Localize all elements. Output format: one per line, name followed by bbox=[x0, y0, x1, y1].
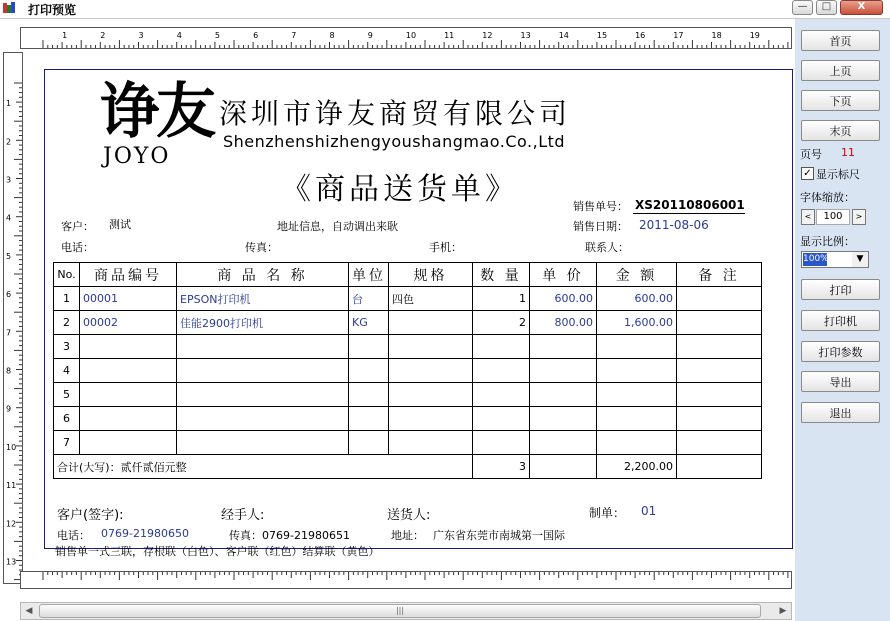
cell-code bbox=[80, 335, 177, 359]
show-ruler-label: 显示标尺 bbox=[816, 168, 860, 181]
sales-date-value: 2011-08-06 bbox=[639, 218, 709, 232]
header-price: 单 价 bbox=[530, 263, 597, 287]
cell-unit: KG bbox=[349, 311, 389, 335]
table-row bbox=[54, 287, 762, 311]
horizontal-scrollbar[interactable] bbox=[20, 602, 792, 620]
cell-amount bbox=[597, 359, 677, 383]
cell-unit bbox=[349, 407, 389, 431]
title-bar bbox=[0, 0, 890, 19]
cell-name bbox=[177, 407, 349, 431]
printer-button[interactable]: 打印机 bbox=[801, 310, 880, 331]
logo-text: JOYO bbox=[103, 144, 171, 169]
ruler-left-label: 10 bbox=[6, 442, 17, 452]
exit-button[interactable]: 退出 bbox=[801, 402, 880, 423]
fax-label: 传真： bbox=[245, 241, 278, 254]
scroll-thumb[interactable]: ||| bbox=[39, 604, 761, 618]
ruler-top-label: 12 bbox=[482, 31, 493, 40]
cell-no: 4 bbox=[54, 359, 80, 383]
print-params-button[interactable]: 打印参数 bbox=[801, 341, 880, 362]
cell-spec bbox=[389, 311, 473, 335]
close-button[interactable]: X bbox=[840, 0, 883, 15]
ruler-top-label: 5 bbox=[214, 31, 220, 40]
phone-label: 电话： bbox=[61, 241, 94, 254]
table-row bbox=[54, 431, 762, 455]
cell-note bbox=[677, 431, 762, 455]
minimize-button[interactable]: — bbox=[792, 0, 813, 15]
ruler-left-label: 5 bbox=[6, 251, 12, 261]
maximize-button[interactable]: □ bbox=[816, 0, 837, 15]
cell-code bbox=[80, 431, 177, 455]
customer-value: 测试 bbox=[109, 218, 131, 231]
cell-code: 00001 bbox=[80, 287, 177, 311]
header-unit: 单位 bbox=[349, 263, 389, 287]
display-scale-value: 100% bbox=[803, 254, 829, 264]
header-spec: 规格 bbox=[389, 263, 473, 287]
cell-qty bbox=[473, 383, 530, 407]
ruler-left-label: 6 bbox=[6, 290, 12, 300]
ruler-top bbox=[20, 27, 792, 49]
ruler-top-label: 14 bbox=[558, 31, 569, 40]
scroll-left-arrow[interactable]: ◀ bbox=[25, 606, 33, 616]
table-row bbox=[54, 359, 762, 383]
ruler-top-label: 16 bbox=[635, 31, 646, 40]
sales-no-label: 销售单号： bbox=[573, 200, 628, 213]
customer-sign-label: 客户(签字): bbox=[57, 508, 124, 523]
cell-code bbox=[80, 383, 177, 407]
last-page-button[interactable]: 末页 bbox=[801, 120, 880, 141]
prev-page-button[interactable]: 上页 bbox=[801, 60, 880, 81]
cell-amount: 1,600.00 bbox=[597, 311, 677, 335]
ruler-bottom bbox=[20, 571, 792, 589]
cell-spec: 四色 bbox=[389, 287, 473, 311]
cell-unit bbox=[349, 431, 389, 455]
table-total-row bbox=[54, 455, 762, 479]
ruler-left bbox=[3, 52, 23, 584]
ruler-left-label: 9 bbox=[6, 404, 12, 414]
cell-no: 2 bbox=[54, 311, 80, 335]
font-scale-decrease[interactable]: < bbox=[801, 209, 815, 225]
cell-price bbox=[530, 431, 597, 455]
cell-name: 佳能2900打印机 bbox=[177, 311, 349, 335]
table-row bbox=[54, 311, 762, 335]
app-icon bbox=[2, 1, 16, 15]
cell-qty bbox=[473, 335, 530, 359]
cell-price bbox=[530, 335, 597, 359]
cell-spec bbox=[389, 383, 473, 407]
maker-value: 01 bbox=[641, 504, 657, 518]
sales-date-label: 销售日期： bbox=[573, 220, 628, 233]
cell-code bbox=[80, 359, 177, 383]
chevron-down-icon[interactable]: ▼ bbox=[852, 252, 868, 267]
ruler-top-label: 11 bbox=[444, 31, 455, 40]
ruler-top-label: 10 bbox=[405, 31, 417, 40]
header-no: No. bbox=[54, 263, 80, 287]
items-table bbox=[53, 262, 762, 479]
ruler-top-label: 6 bbox=[253, 31, 259, 40]
document-title: 《商品送货单》 bbox=[281, 172, 519, 207]
window-title: 打印预览 bbox=[28, 3, 77, 17]
cell-spec bbox=[389, 359, 473, 383]
cell-amount bbox=[597, 431, 677, 455]
cell-note bbox=[677, 311, 762, 335]
company-name-cn: 深圳市诤友商贸有限公司 bbox=[219, 97, 572, 130]
cell-name bbox=[177, 335, 349, 359]
cell-qty bbox=[473, 431, 530, 455]
cell-no: 6 bbox=[54, 407, 80, 431]
print-button[interactable]: 打印 bbox=[801, 279, 880, 300]
cell-price: 600.00 bbox=[530, 287, 597, 311]
cell-no: 7 bbox=[54, 431, 80, 455]
header-code: 商品编号 bbox=[80, 263, 177, 287]
ruler-top-label: 17 bbox=[673, 31, 684, 40]
display-scale-select[interactable] bbox=[801, 251, 869, 268]
scroll-right-arrow[interactable]: ▶ bbox=[779, 606, 787, 616]
show-ruler-checkbox[interactable]: ✓ bbox=[801, 167, 814, 180]
cell-note bbox=[677, 335, 762, 359]
header-qty: 数 量 bbox=[473, 263, 530, 287]
contact-label: 联系人： bbox=[585, 241, 629, 254]
font-scale-input[interactable]: 100 bbox=[816, 209, 850, 225]
cell-price bbox=[530, 383, 597, 407]
sales-no-value: XS20110806001 bbox=[635, 198, 745, 212]
cell-price bbox=[530, 407, 597, 431]
footer-phone-label: 电话： bbox=[57, 529, 90, 542]
cell-amount: 600.00 bbox=[597, 287, 677, 311]
footer-address-label: 地址： bbox=[391, 529, 424, 542]
mobile-label: 手机： bbox=[429, 241, 462, 254]
total-note-empty bbox=[677, 455, 762, 479]
ruler-bottom-scale bbox=[21, 572, 791, 588]
cell-note bbox=[677, 359, 762, 383]
ruler-top-scale bbox=[21, 28, 791, 48]
handler-label: 经手人: bbox=[221, 508, 265, 523]
cell-name bbox=[177, 359, 349, 383]
ruler-top-label: 7 bbox=[291, 31, 297, 40]
ruler-top-label: 3 bbox=[138, 31, 144, 40]
ruler-top-label: 9 bbox=[367, 31, 373, 40]
logo-mark: 诤友 bbox=[100, 77, 212, 147]
footer-fax: 传真：0769-21980651 bbox=[229, 529, 350, 542]
ruler-left-label: 2 bbox=[6, 137, 12, 147]
table-row bbox=[54, 407, 762, 431]
total-price-empty bbox=[530, 455, 597, 479]
cell-amount bbox=[597, 383, 677, 407]
control-panel bbox=[795, 19, 890, 621]
cell-spec bbox=[389, 335, 473, 359]
cell-unit: 台 bbox=[349, 287, 389, 311]
cell-unit bbox=[349, 335, 389, 359]
sales-no-underline bbox=[633, 213, 745, 214]
cell-amount bbox=[597, 335, 677, 359]
ruler-left-label: 1 bbox=[6, 99, 12, 109]
preview-area[interactable] bbox=[0, 19, 795, 621]
cell-unit bbox=[349, 359, 389, 383]
ruler-top-label: 1 bbox=[62, 31, 68, 40]
ruler-top-label: 2 bbox=[100, 31, 106, 40]
cell-no: 1 bbox=[54, 287, 80, 311]
ruler-top-label: 4 bbox=[176, 31, 182, 40]
header-name: 商 品 名 称 bbox=[177, 263, 349, 287]
ruler-top-label: 19 bbox=[749, 31, 760, 40]
maker-label: 制单： bbox=[589, 506, 626, 520]
table-header-row bbox=[54, 263, 762, 287]
page-number-value: 11 bbox=[841, 146, 855, 159]
export-button[interactable]: 导出 bbox=[801, 371, 880, 392]
first-page-button[interactable]: 首页 bbox=[801, 30, 880, 51]
company-name-en: Shenzhenshizhengyoushangmao.Co.,Ltd bbox=[223, 132, 566, 151]
ruler-top-label: 18 bbox=[711, 31, 722, 40]
ruler-top-label: 13 bbox=[520, 31, 531, 40]
font-scale-label: 字体缩放： bbox=[800, 191, 855, 204]
sales-document bbox=[44, 69, 793, 558]
cell-qty: 1 bbox=[473, 287, 530, 311]
cell-price: 800.00 bbox=[530, 311, 597, 335]
ruler-top-label: 8 bbox=[329, 31, 335, 40]
cell-amount bbox=[597, 407, 677, 431]
ruler-left-label: 12 bbox=[6, 519, 17, 529]
total-qty: 3 bbox=[473, 455, 530, 479]
cell-name bbox=[177, 431, 349, 455]
cell-spec bbox=[389, 431, 473, 455]
ruler-left-scale bbox=[4, 53, 22, 583]
footer-phone: 0769-21980650 bbox=[101, 527, 189, 540]
header-amount: 金 额 bbox=[597, 263, 677, 287]
ruler-left-label: 7 bbox=[6, 328, 12, 338]
page-number-label: 页号 bbox=[800, 148, 822, 161]
cell-price bbox=[530, 359, 597, 383]
cell-spec bbox=[389, 407, 473, 431]
ruler-left-label: 4 bbox=[6, 213, 12, 223]
ruler-left-label: 11 bbox=[6, 481, 17, 491]
table-row bbox=[54, 383, 762, 407]
cell-no: 5 bbox=[54, 383, 80, 407]
display-scale-label: 显示比例： bbox=[800, 235, 855, 248]
cell-name: EPSON打印机 bbox=[177, 287, 349, 311]
cell-note bbox=[677, 383, 762, 407]
cell-qty: 2 bbox=[473, 311, 530, 335]
header-note: 备 注 bbox=[677, 263, 762, 287]
ruler-top-label: 15 bbox=[596, 31, 608, 40]
ruler-left-label: 13 bbox=[6, 557, 17, 567]
address-info: 地址信息，自动调出来耿 bbox=[277, 220, 398, 233]
cell-name bbox=[177, 383, 349, 407]
cell-qty bbox=[473, 359, 530, 383]
font-scale-increase[interactable]: > bbox=[852, 209, 866, 225]
cell-unit bbox=[349, 383, 389, 407]
ruler-left-label: 3 bbox=[6, 175, 12, 185]
cell-no: 3 bbox=[54, 335, 80, 359]
next-page-button[interactable]: 下页 bbox=[801, 90, 880, 111]
table-row bbox=[54, 335, 762, 359]
cell-note bbox=[677, 407, 762, 431]
cell-qty bbox=[473, 407, 530, 431]
deliverer-label: 送货人: bbox=[387, 508, 431, 523]
cell-code: 00002 bbox=[80, 311, 177, 335]
cell-code bbox=[80, 407, 177, 431]
footer-note: 销售单一式三联，存根联（白色）、客户联（红色）结算联（黄色） bbox=[55, 545, 380, 558]
footer-address: 广东省东莞市南城第一国际 bbox=[433, 529, 565, 542]
total-label: 合计(大写)：贰仟贰佰元整 bbox=[54, 455, 473, 479]
cell-note bbox=[677, 287, 762, 311]
customer-label: 客户： bbox=[61, 220, 94, 233]
total-amount: 2,200.00 bbox=[597, 455, 677, 479]
ruler-left-label: 8 bbox=[6, 366, 12, 376]
